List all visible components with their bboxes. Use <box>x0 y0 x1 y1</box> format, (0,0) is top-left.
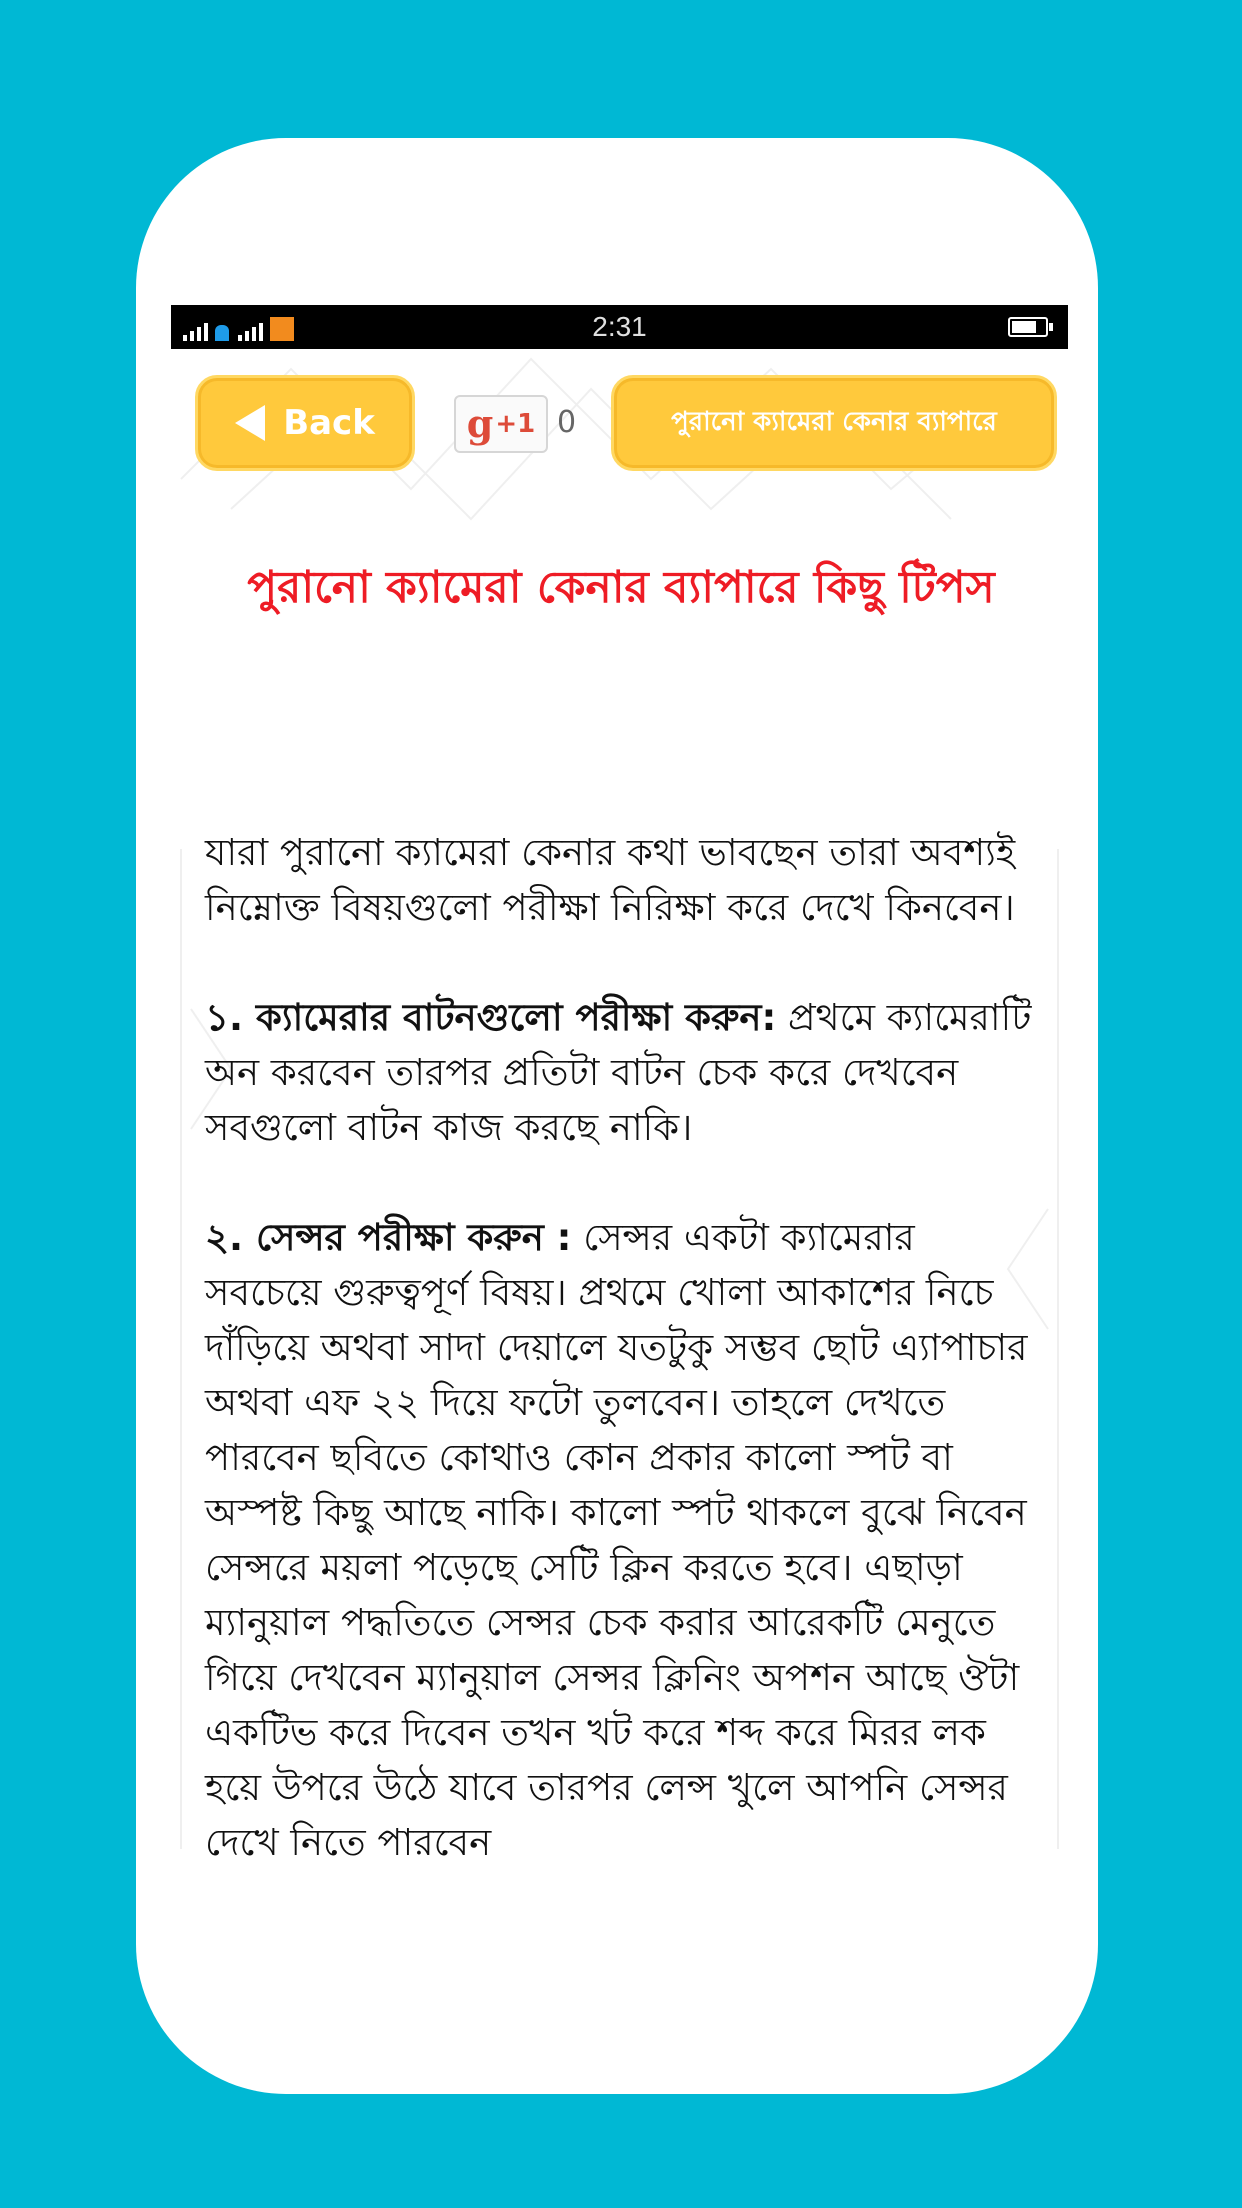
tip-1-heading: ১. ক্যামেরার বাটনগুলো পরীক্ষা করুন: <box>205 996 777 1039</box>
status-bar <box>171 305 1068 349</box>
tip-1 <box>205 990 1035 1155</box>
tip-1-body: প্রথমে ক্যামেরাটি অন করবেন তারপর প্রতিটা বাটন চেক করে দেখবেন সবগুলো বাটন কাজ করছে নাকি। <box>205 996 1032 1149</box>
toolbar <box>171 373 1068 471</box>
article-title-button[interactable]: পুরানো ক্যামেরা কেনার ব্যাপারে <box>611 375 1057 471</box>
tip-2 <box>205 1210 1035 1870</box>
plus-one-count: 0 <box>557 405 577 440</box>
article-title: পুরানো ক্যামেরা কেনার ব্যাপারে কিছু টিপস <box>247 562 995 613</box>
tip-2-heading: ২. সেন্সর পরীক্ষা করুন : <box>205 1216 572 1259</box>
battery-icon <box>1008 317 1048 337</box>
google-plus-icon: g <box>466 401 494 446</box>
google-plus-one-button[interactable] <box>454 395 548 453</box>
article-intro: যারা পুরানো ক্যামেরা কেনার কথা ভাবছেন তারা অবশ্যই নিম্নোক্ত বিষয়গুলো পরীক্ষা নিরিক্ষা করে দেখে কিনবেন। <box>205 831 1016 929</box>
back-arrow-icon <box>235 405 265 441</box>
app-screen <box>171 305 1068 1893</box>
status-time: 2:31 <box>592 311 647 342</box>
article-body <box>205 825 1035 1893</box>
back-button-label: Back <box>283 403 375 443</box>
tip-2-body: সেন্সর একটা ক্যামেরার সবচেয়ে গুরুত্বপূর্ণ বিষয়। প্রথমে খোলা আকাশের নিচে দাঁড়িয়ে অথবা সাদা দেয়ালে যতটুকু সম্ভব ছোট এ্যাপাচার অথবা এফ ২২ দিয়ে ফটো তুলবেন। তাহলে দেখতে পারবেন ছবিতে কোথাও কোন প্রকার কালো স্পট বা অস্পষ্ট কিছু আছে নাকি। কালো স্পট থাকলে বুঝে নিবেন সেন্সরে ময়লা পড়েছে সেটি ক্লিন করতে হবে। এছাড়া ম্যানুয়াল পদ্ধতিতে সেন্সর চেক করার আরেকটি মেনুতে গিয়ে দেখবেন ম্যানুয়াল সেন্সর ক্লিনিং অপশন আছে ঔটা একটিভ করে দিবেন তখন খট করে শব্দ করে মিরর লক হয়ে উপরে উঠে যাবে তারপর লেন্স খুলে আপনি সেন্সর দেখে নিতে পারবেন <box>205 1216 1028 1864</box>
plus-one-label: +1 <box>495 409 536 439</box>
back-button[interactable] <box>195 375 415 471</box>
